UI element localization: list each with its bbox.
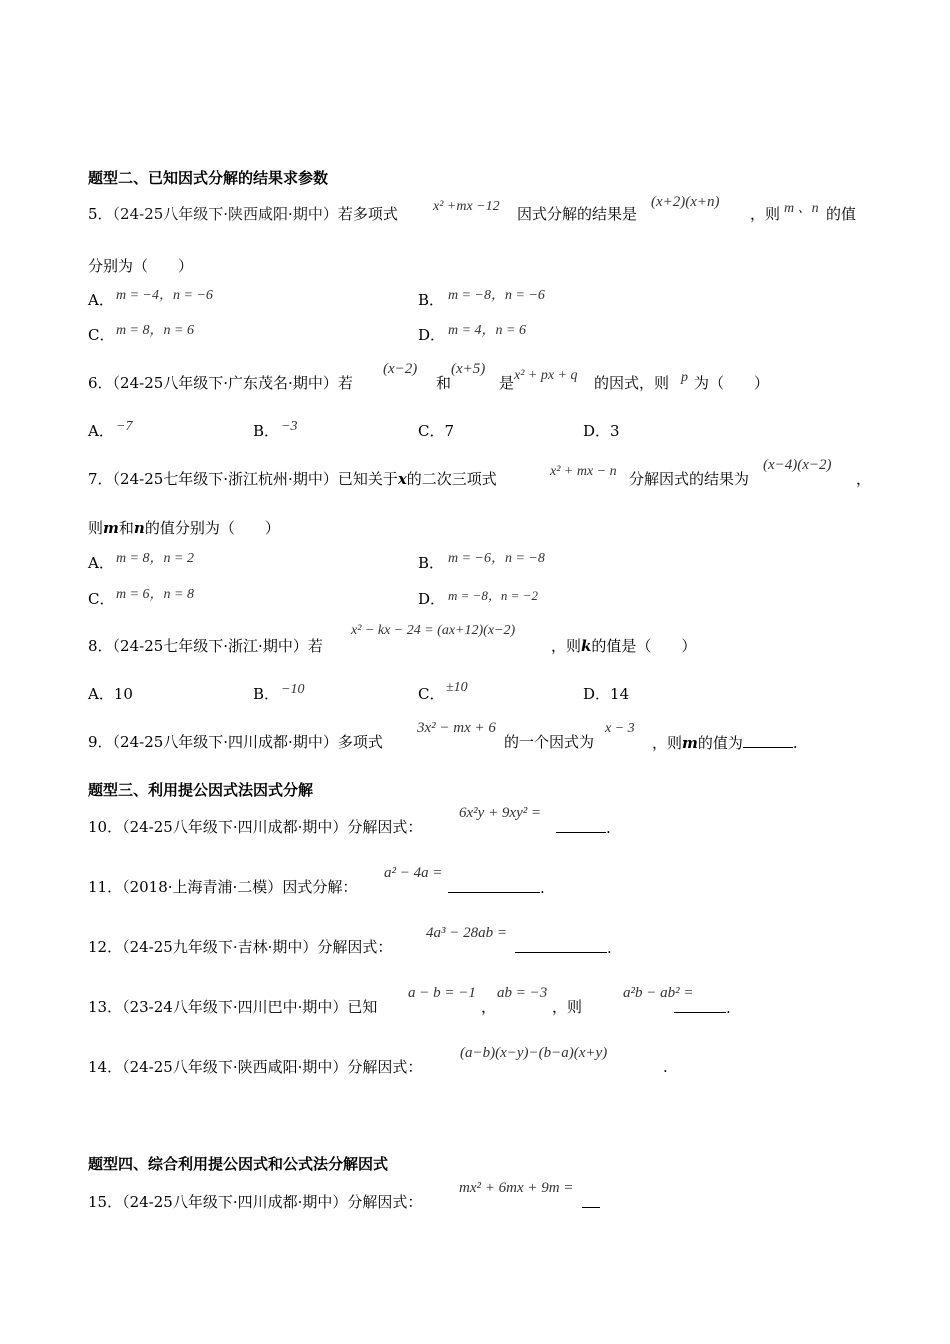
q6-expr-1: (x−2): [383, 361, 418, 377]
q7-option-b-value: m = −6，n = −8: [448, 551, 545, 566]
q7-text-5a: 则: [88, 519, 104, 537]
question-15: [88, 1193, 422, 1211]
q13-expr-1: a − b = −1: [408, 985, 476, 1001]
q12-answer-blank[interactable]: [515, 938, 607, 953]
q5-text-4: 的值: [826, 205, 857, 223]
q7-option-d[interactable]: [418, 590, 445, 608]
question-14: [88, 1058, 422, 1076]
q8-source: （24-25七年级下·浙江·期中）: [112, 637, 308, 655]
q12-end: .: [607, 939, 612, 957]
q7-var-x: x: [397, 470, 407, 488]
q9-expr-2: x − 3: [605, 721, 635, 736]
q5-option-a-value: m = −4，n = −6: [116, 288, 213, 303]
q8-option-a-value: 10: [113, 685, 133, 703]
q11-expr-1: a² − 4a =: [384, 865, 443, 881]
q6-option-a-value: −7: [116, 419, 133, 434]
q6-option-a[interactable]: [88, 422, 114, 440]
q5-option-d-value: m = 4，n = 6: [448, 323, 527, 338]
q5-text-1: 若多项式: [337, 205, 398, 223]
option-label: C．: [418, 685, 445, 703]
q9-text-2: 的一个因式为: [504, 733, 595, 751]
q7-text-2: 的二次三项式: [406, 470, 497, 488]
q8-text-2: [551, 637, 696, 655]
question-11: [88, 878, 357, 896]
q7-text-1: 已知关于: [337, 470, 398, 488]
q14-number: 14．: [88, 1058, 123, 1076]
q6-option-d-value: 3: [610, 422, 620, 440]
q7-var-m: m: [103, 519, 119, 537]
q14-source: （24-25八年级下·陕西咸阳·期中）: [122, 1058, 348, 1076]
q5-option-a[interactable]: [88, 291, 114, 309]
q10-end: .: [606, 819, 611, 837]
q14-end: .: [663, 1058, 668, 1076]
q11-answer-blank[interactable]: [448, 878, 540, 893]
q13-expr-2: ab = −3: [497, 985, 548, 1001]
q5-option-b-value: m = −8，n = −6: [448, 288, 545, 303]
q5-vars: m 、n: [784, 201, 819, 216]
section-heading-4: 题型四、综合利用提公因式和公式法分解因式: [88, 1155, 389, 1173]
q8-text-3: 的值是（ ）: [591, 637, 697, 655]
q8-option-c-value: ±10: [446, 680, 468, 695]
q6-text-3: 是: [499, 374, 515, 392]
q9-source: （24-25八年级下·四川成都·期中）: [112, 733, 338, 751]
q7-expr-2: (x−4)(x−2): [763, 457, 832, 473]
q14-expr-1: (a−b)(x−y)−(b−a)(x+y): [460, 1045, 608, 1061]
q7-source: （24-25七年级下·浙江杭州·期中）: [112, 470, 338, 488]
q7-text-5: [88, 519, 280, 537]
q13-number: 13．: [88, 998, 123, 1016]
option-label: D．: [583, 422, 611, 440]
q8-option-d-value: 14: [610, 685, 630, 703]
q5-option-b[interactable]: [418, 291, 444, 309]
option-label: B．: [418, 291, 445, 309]
q13-answer: [674, 998, 731, 1017]
q7-option-c[interactable]: [88, 590, 114, 608]
q13-text-2: ，: [481, 998, 497, 1016]
q8-option-d[interactable]: [583, 685, 629, 703]
q12-number: 12．: [88, 938, 123, 956]
q9-text-3: [652, 733, 798, 752]
option-label: A．: [88, 554, 114, 572]
q8-var-k: k: [581, 637, 592, 655]
option-label: B．: [253, 422, 280, 440]
q10-answer-blank[interactable]: [556, 818, 606, 833]
option-label: D．: [418, 326, 446, 344]
q8-text-2a: ，则: [551, 637, 582, 655]
q7-option-b[interactable]: [418, 554, 444, 572]
q5-text-5: 分别为（ ）: [88, 257, 194, 275]
q11-answer: [448, 878, 545, 897]
q9-end: .: [792, 734, 798, 752]
q13-text-1: 已知: [347, 998, 378, 1016]
q13-expr-3: a²b − ab² =: [623, 985, 694, 1001]
q9-text-3a: ，则: [652, 734, 683, 752]
question-12: [88, 938, 392, 956]
section-heading-2: 题型二、已知因式分解的结果求参数: [88, 169, 329, 187]
option-label: A．: [88, 685, 114, 703]
question-5: [88, 205, 398, 223]
q12-expr-1: 4a³ − 28ab =: [426, 925, 507, 941]
option-label: C．: [418, 422, 445, 440]
q8-number: 8．: [88, 637, 113, 655]
q5-expression-1: x² +mx −12: [433, 199, 500, 214]
q6-option-d[interactable]: [583, 422, 620, 440]
question-13: [88, 998, 377, 1016]
q9-text-4: 的值为: [697, 734, 743, 752]
q6-expr-2: (x+5): [451, 361, 486, 377]
q6-option-c-value: 7: [444, 422, 455, 440]
q12-answer: [515, 938, 612, 957]
question-8: [88, 637, 323, 655]
q6-expr-3: x² + px + q: [514, 368, 578, 383]
q6-option-b-value: −3: [281, 419, 298, 434]
q7-var-n: n: [133, 519, 145, 537]
q11-number: 11．: [88, 878, 123, 896]
q5-option-c[interactable]: [88, 326, 114, 344]
q14-text-1: 分解因式：: [347, 1058, 423, 1076]
q6-text-5: 为（ ）: [694, 374, 770, 392]
q15-number: 15．: [88, 1193, 123, 1211]
q11-end: .: [540, 879, 545, 897]
q10-expr-1: 6x²y + 9xy² =: [459, 805, 542, 821]
q8-option-c[interactable]: [418, 685, 444, 703]
q6-text-2: 和: [436, 374, 452, 392]
option-label: C．: [88, 326, 115, 344]
option-label: D．: [418, 590, 446, 608]
question-10: [88, 818, 422, 836]
q10-source: （24-25八年级下·四川成都·期中）: [122, 818, 348, 836]
q13-source: （23-24八年级下·四川巴中·期中）: [122, 998, 348, 1016]
q7-option-a-value: m = 8，n = 2: [116, 551, 195, 566]
q13-answer-blank[interactable]: [674, 998, 726, 1013]
q5-text-2: 因式分解的结果是: [517, 205, 638, 223]
q5-number: 5．: [88, 205, 113, 223]
q12-text-1: 分解因式：: [317, 938, 393, 956]
q12-source: （24-25九年级下·吉林·期中）: [122, 938, 318, 956]
q7-text-3: 分解因式的结果为: [629, 470, 750, 488]
section-heading-3: 题型三、利用提公因式法因式分解: [88, 781, 314, 799]
q5-text-3: ，则: [750, 205, 781, 223]
q9-answer-blank[interactable]: [743, 733, 793, 748]
q5-option-c-value: m = 8，n = 6: [116, 323, 195, 338]
q5-option-d[interactable]: [418, 326, 445, 344]
option-label: D．: [583, 685, 611, 703]
q8-option-b[interactable]: [253, 685, 279, 703]
q8-text-1: 若: [307, 637, 323, 655]
q15-source: （24-25八年级下·四川成都·期中）: [122, 1193, 348, 1211]
q6-text-1: 若: [337, 374, 353, 392]
question-7: [88, 470, 497, 488]
q7-expr-1: x² + mx − n: [550, 464, 617, 479]
q6-option-b[interactable]: [253, 422, 279, 440]
q10-number: 10．: [88, 818, 123, 836]
q7-number: 7．: [88, 470, 113, 488]
q15-answer: [582, 1193, 600, 1212]
q8-option-a[interactable]: [88, 685, 133, 703]
q9-text-1: 多项式: [337, 733, 383, 751]
q6-option-c[interactable]: [418, 422, 454, 440]
option-label: A．: [88, 422, 114, 440]
q8-expr-1: x² − kx − 24 = (ax+12)(x−2): [351, 623, 516, 638]
option-label: C．: [88, 590, 115, 608]
q10-text-1: 分解因式：: [347, 818, 423, 836]
q9-var-m: m: [682, 734, 698, 752]
q8-option-b-value: −10: [281, 682, 305, 697]
q6-source: （24-25八年级下·广东茂名·期中）: [112, 374, 338, 392]
q15-text-1: 分解因式：: [347, 1193, 423, 1211]
q7-text-4: ，: [856, 470, 872, 488]
q6-expr-4: p: [681, 370, 688, 385]
q15-expr-1: mx² + 6mx + 9m =: [459, 1180, 574, 1196]
option-label: A．: [88, 291, 114, 309]
question-6: [88, 374, 353, 392]
q6-text-4: 的因式，则: [594, 374, 670, 392]
q5-expression-2: (x+2)(x+n): [651, 194, 720, 210]
q9-expr-1: 3x² − mx + 6: [417, 720, 496, 736]
q10-answer: [556, 818, 611, 837]
q7-option-a[interactable]: [88, 554, 114, 572]
question-9: [88, 733, 383, 751]
q6-number: 6．: [88, 374, 113, 392]
option-label: B．: [253, 685, 280, 703]
q7-text-5c: 的值分别为（ ）: [144, 519, 280, 537]
option-label: B．: [418, 554, 445, 572]
q11-text-1: 因式分解：: [282, 878, 358, 896]
q15-answer-blank[interactable]: [582, 1193, 600, 1208]
q13-text-3: ，则: [552, 998, 583, 1016]
q7-option-d-value: m = −8，n = −2: [448, 588, 538, 603]
q5-source: （24-25八年级下·陕西咸阳·期中）: [112, 205, 338, 223]
q11-source: （2018·上海青浦·二模）: [122, 878, 283, 896]
q13-end: .: [726, 999, 731, 1017]
q7-option-c-value: m = 6，n = 8: [116, 587, 195, 602]
q9-number: 9．: [88, 733, 113, 751]
q7-text-5b: 和: [118, 519, 134, 537]
